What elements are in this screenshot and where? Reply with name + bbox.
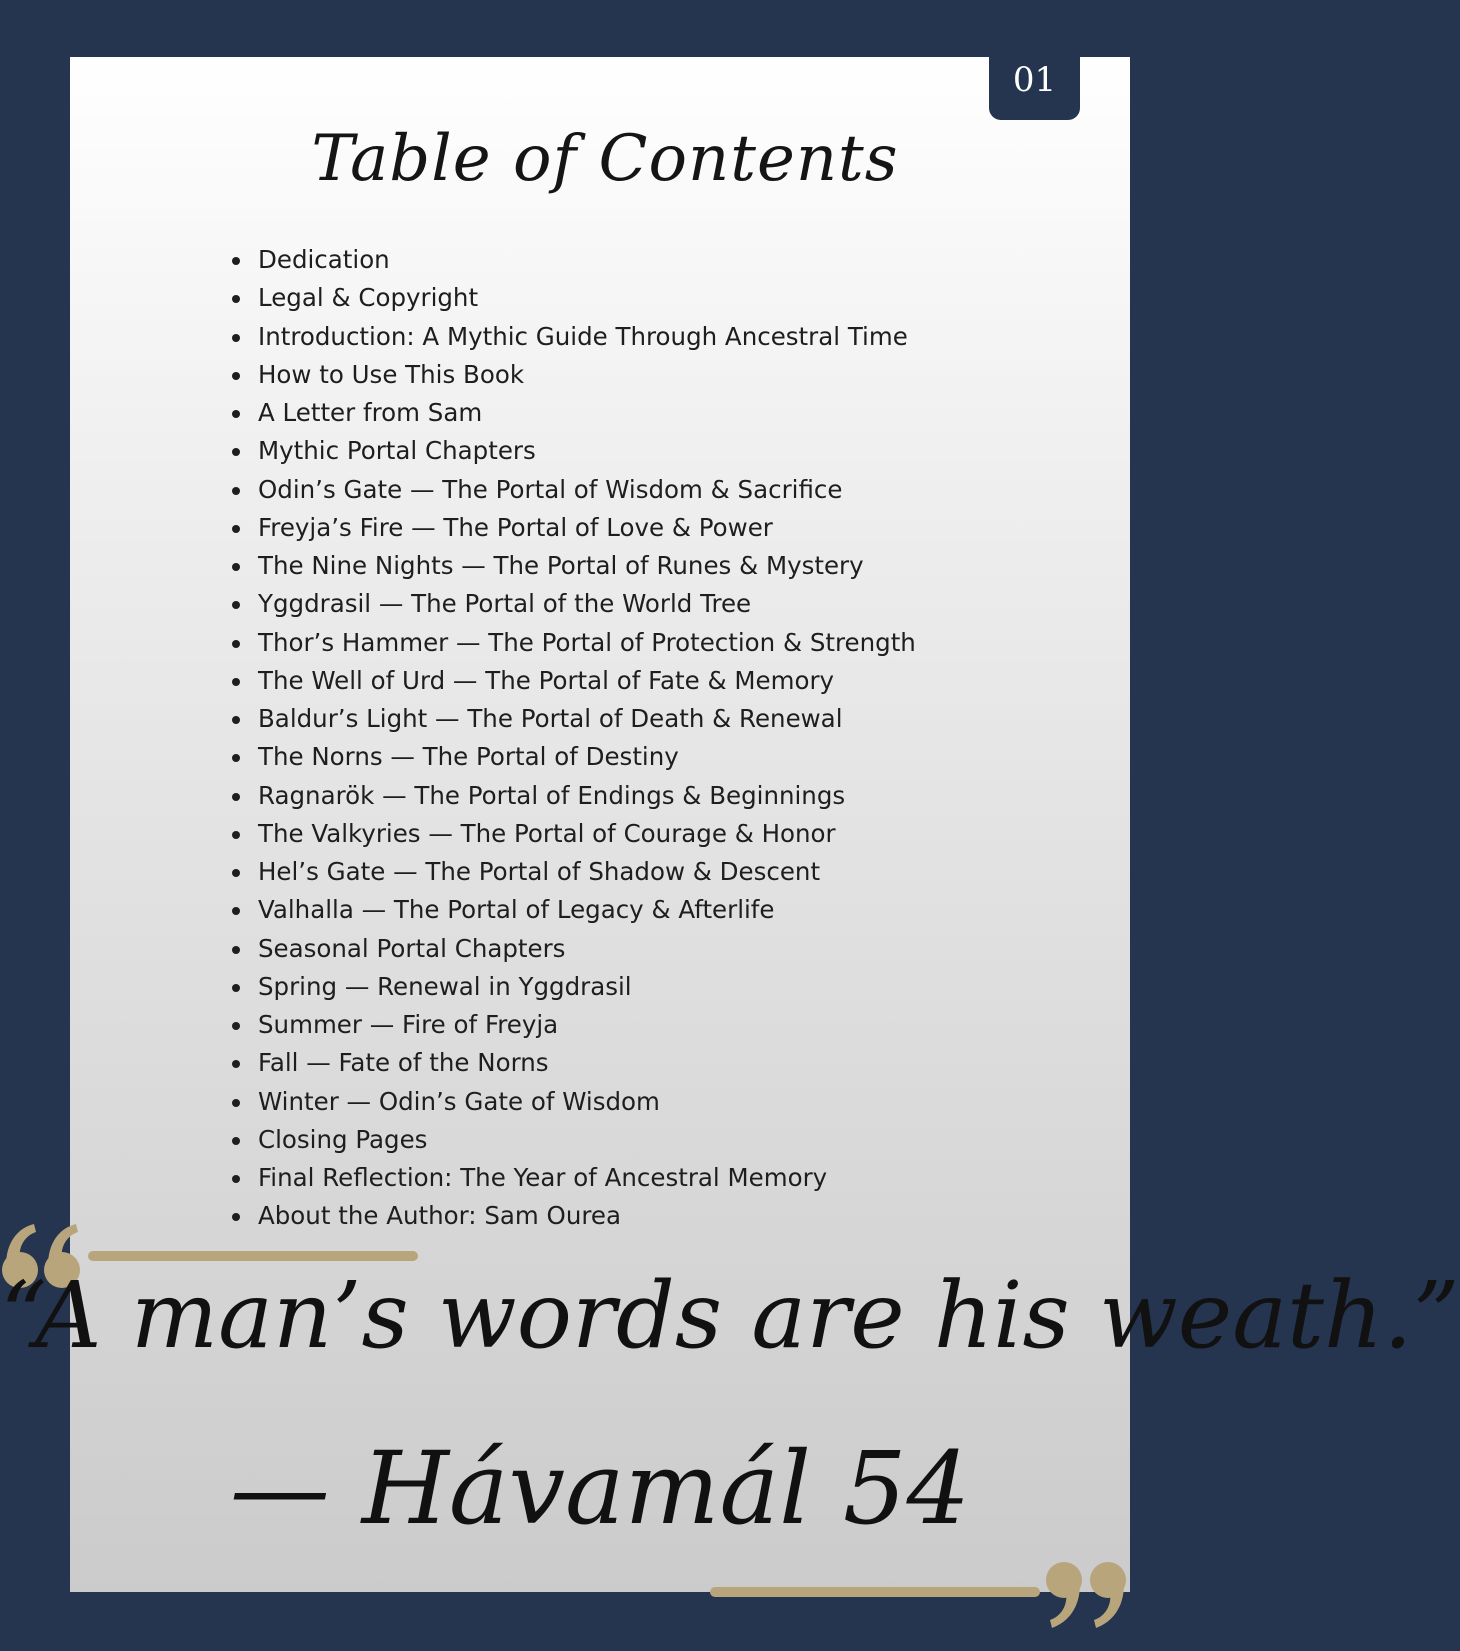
toc-item	[228, 1121, 916, 1159]
toc-item	[228, 700, 916, 738]
toc-item	[228, 585, 916, 623]
toc-item	[228, 1083, 916, 1121]
bullet-icon	[232, 448, 240, 456]
bullet-icon	[232, 716, 240, 724]
toc-item-label: Introduction: A Mythic Guide Through Ancestral Time	[258, 321, 908, 351]
toc-item	[228, 930, 916, 968]
quote-rule-bottom	[710, 1587, 1040, 1597]
toc-item-label: The Nine Nights — The Portal of Runes & Mystery	[258, 551, 864, 580]
toc-item-label: Ragnarök — The Portal of Endings & Beginnings	[258, 780, 846, 810]
toc-item	[228, 777, 916, 815]
toc-item	[228, 356, 916, 394]
close-quote-mark-icon	[1040, 1560, 1132, 1630]
bullet-icon	[232, 1060, 240, 1068]
toc-item	[228, 509, 916, 547]
toc-item-label: Seasonal Portal Chapters	[258, 933, 566, 963]
bullet-icon	[232, 372, 240, 380]
toc-item	[228, 968, 916, 1006]
toc-item	[228, 891, 916, 929]
bullet-icon	[232, 1213, 240, 1221]
toc-item-label: Baldur’s Light — The Portal of Death & Renewal	[258, 704, 843, 733]
toc-item-label: Closing Pages	[258, 1124, 428, 1154]
toc-item-label: The Well of Urd — The Portal of Fate & Memory	[258, 665, 835, 695]
toc-item	[228, 432, 916, 470]
toc-item-label: Valhalla — The Portal of Legacy & Afterlife	[258, 895, 775, 925]
toc-item-label: Freyja’s Fire — The Portal of Love & Power	[258, 512, 773, 542]
toc-item-label: Fall — Fate of the Norns	[258, 1048, 549, 1078]
toc-item-label: The Norns — The Portal of Destiny	[258, 742, 679, 772]
page-number-tab	[989, 44, 1080, 120]
toc-item	[228, 624, 916, 662]
toc-item	[228, 547, 916, 585]
bullet-icon	[232, 869, 240, 877]
toc-item-label: Dedication	[258, 245, 390, 274]
toc-item	[228, 662, 916, 700]
toc-item-label: Winter — Odin’s Gate of Wisdom	[258, 1086, 660, 1116]
toc-item-label: Thor’s Hammer — The Portal of Protection & Strength	[258, 627, 916, 657]
bullet-icon	[232, 640, 240, 648]
toc-item-label: Legal & Copyright	[258, 283, 479, 313]
toc-item-label: Mythic Portal Chapters	[258, 436, 536, 466]
quote-attribution: — Hávamál 54	[229, 1430, 971, 1547]
toc-item	[228, 1006, 916, 1044]
bullet-icon	[232, 257, 240, 265]
toc-item	[228, 853, 916, 891]
bullet-icon	[232, 563, 240, 571]
bullet-icon	[232, 525, 240, 533]
bullet-icon	[232, 1022, 240, 1030]
toc-item	[228, 1159, 916, 1197]
bullet-icon	[232, 1175, 240, 1183]
bullet-icon	[232, 678, 240, 686]
toc-item	[228, 738, 916, 776]
bullet-icon	[232, 754, 240, 762]
bullet-icon	[232, 1137, 240, 1145]
toc-item	[228, 241, 916, 279]
toc-item-label: Final Reflection: The Year of Ancestral Memory	[258, 1163, 828, 1192]
toc-item-label: Yggdrasil — The Portal of the World Tree	[258, 589, 752, 619]
toc-list	[228, 241, 916, 1236]
bullet-icon	[232, 1099, 240, 1107]
bullet-icon	[232, 907, 240, 915]
bullet-icon	[232, 831, 240, 839]
page-number: 01	[1012, 60, 1057, 100]
toc-item	[228, 1197, 916, 1235]
quote-rule-top	[88, 1251, 418, 1261]
quote-text: “A man’s words are his weath.”	[0, 1262, 1460, 1369]
toc-item-label: Spring — Renewal in Yggdrasil	[258, 971, 632, 1001]
toc-item-label: A Letter from Sam	[258, 398, 483, 427]
toc-item-label: Odin’s Gate — The Portal of Wisdom & Sacrifice	[258, 474, 843, 504]
bullet-icon	[232, 295, 240, 303]
toc-item	[228, 394, 916, 432]
toc-item	[228, 279, 916, 317]
bullet-icon	[232, 793, 240, 801]
bullet-icon	[232, 487, 240, 495]
bullet-icon	[232, 410, 240, 418]
toc-item	[228, 318, 916, 356]
toc-item-label: The Valkyries — The Portal of Courage & Honor	[258, 818, 836, 848]
bullet-icon	[232, 334, 240, 342]
toc-title: Table of Contents	[311, 122, 899, 196]
toc-item-label: Hel’s Gate — The Portal of Shadow & Descent	[258, 857, 821, 886]
toc-item	[228, 471, 916, 509]
bullet-icon	[232, 984, 240, 992]
bullet-icon	[232, 946, 240, 954]
bullet-icon	[232, 601, 240, 609]
toc-item-label: About the Author: Sam Ourea	[258, 1201, 621, 1231]
toc-item	[228, 815, 916, 853]
toc-item-label: Summer — Fire of Freyja	[258, 1010, 559, 1039]
toc-item-label: How to Use This Book	[258, 359, 525, 389]
toc-item	[228, 1044, 916, 1082]
